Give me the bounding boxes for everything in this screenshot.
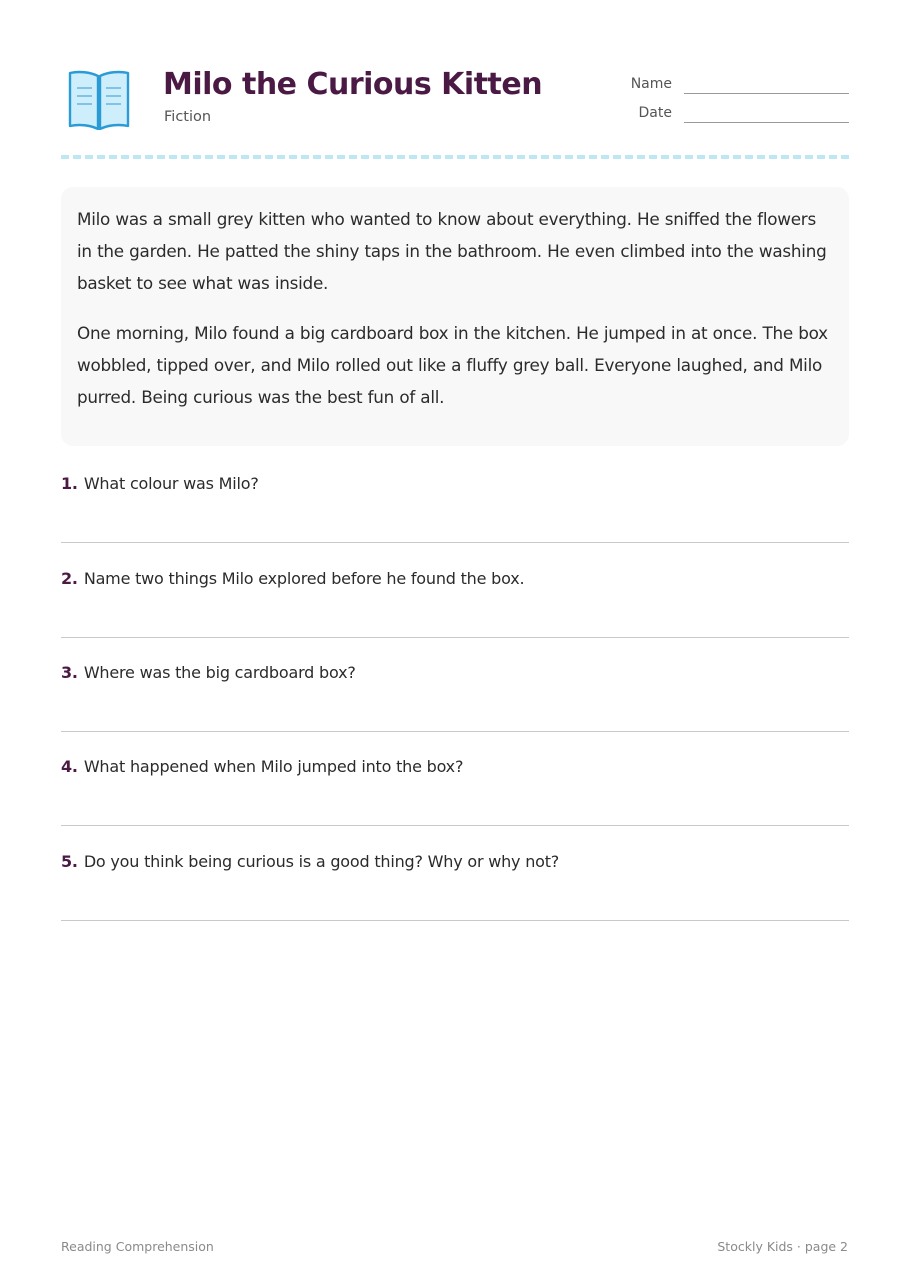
genre-label: Fiction xyxy=(164,109,212,125)
passage-paragraph: Milo was a small grey kitten who wanted to know about everything. He sniffed the flowers in the garden. He patted the shiny taps in the bathroom. He even climbed into the washing basket to see what was inside. xyxy=(77,209,827,293)
question-text: What happened when Milo jumped into the box? xyxy=(83,757,464,776)
book-icon xyxy=(67,70,131,130)
date-write-line[interactable] xyxy=(684,122,849,123)
question-text: Do you think being curious is a good thing? Why or why not? xyxy=(83,852,560,871)
question-text: What colour was Milo? xyxy=(83,474,259,493)
question-item xyxy=(61,749,849,826)
question-text: Name two things Milo explored before he found the box. xyxy=(83,569,525,588)
question-number: 1. xyxy=(61,474,78,493)
name-label: Name xyxy=(630,76,672,92)
footer-category: Reading Comprehension xyxy=(61,1239,214,1254)
question-item xyxy=(61,466,849,543)
passage-paragraph: One morning, Milo found a big cardboard box in the kitchen. He jumped in at once. The box wobbled, tipped over, and Milo rolled out like a fluffy grey ball. Everyone laughed, and Milo purred. Being curious was the best fun of all. xyxy=(77,323,828,407)
question-number: 3. xyxy=(61,663,78,682)
question-number: 4. xyxy=(61,757,78,776)
question-item xyxy=(61,561,849,638)
header-divider xyxy=(61,155,849,159)
question-number: 5. xyxy=(61,852,78,871)
question-number: 2. xyxy=(61,569,78,588)
date-label: Date xyxy=(638,105,672,121)
question-item xyxy=(61,655,849,732)
question-text: Where was the big cardboard box? xyxy=(83,663,356,682)
reading-passage xyxy=(61,187,849,446)
date-field[interactable] xyxy=(600,105,849,127)
question-item xyxy=(61,844,849,921)
name-field[interactable] xyxy=(600,76,849,98)
footer-page-info: Stockly Kids · page 2 xyxy=(717,1239,848,1254)
page-title: Milo the Curious Kitten xyxy=(163,67,543,102)
name-write-line[interactable] xyxy=(684,93,849,94)
